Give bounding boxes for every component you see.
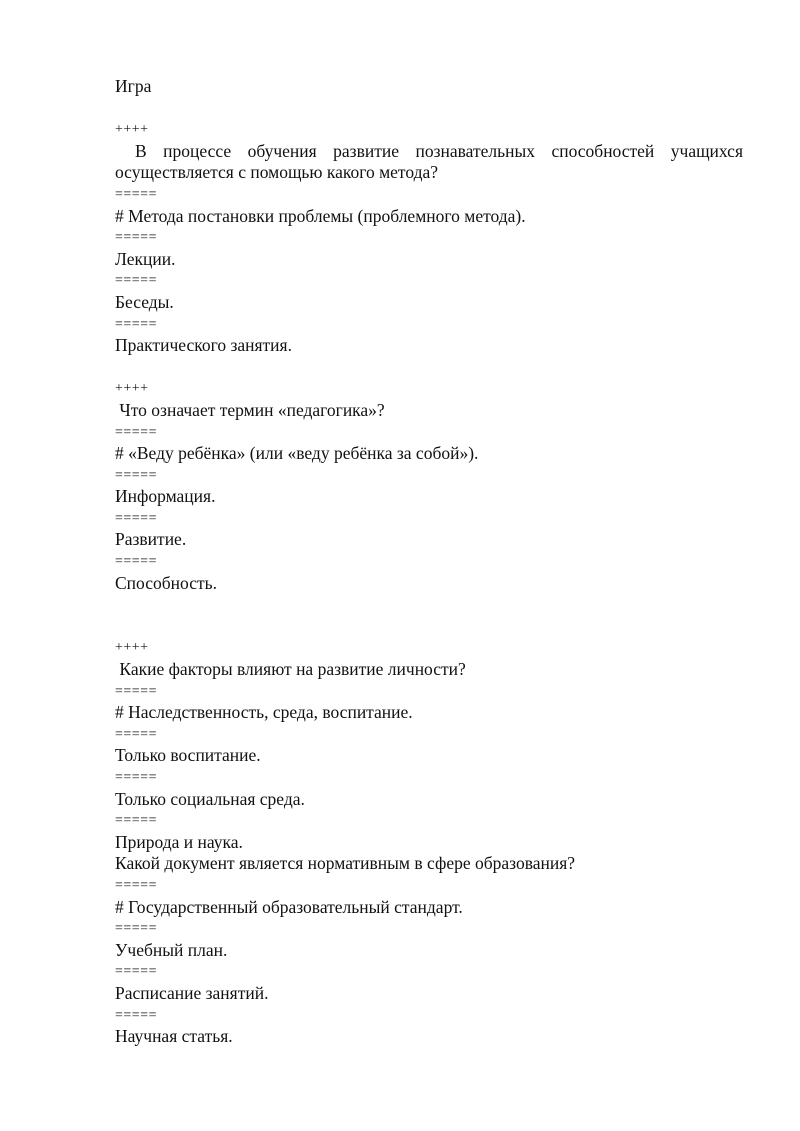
answer-separator: =====: [115, 273, 157, 289]
answer-option: Лекции.: [115, 248, 176, 269]
question-block-3: [115, 637, 743, 853]
question-start-marker: ++++: [115, 381, 149, 397]
question-text: Какие факторы влияют на развитие личности?: [115, 659, 466, 680]
answer-separator: =====: [115, 964, 157, 980]
answer-option: Информация.: [115, 486, 216, 507]
answer-separator: =====: [115, 554, 157, 570]
answer-separator: =====: [115, 770, 157, 785]
answer-option: Учебный план.: [115, 939, 228, 960]
answer-separator: =====: [115, 683, 157, 699]
answer-separator: =====: [115, 877, 157, 893]
answer-correct: # Метода постановки проблемы (проблемного метода).: [115, 205, 526, 226]
answer-option: Только социальная среда.: [115, 788, 305, 809]
document-title: Игра: [115, 76, 152, 96]
answer-option: Беседы.: [115, 291, 174, 312]
answer-separator: =====: [115, 186, 157, 202]
answer-separator: =====: [115, 813, 157, 829]
answer-separator: =====: [115, 510, 157, 526]
answer-option: Только воспитание.: [115, 745, 261, 766]
answer-option: Расписание занятий.: [115, 982, 269, 1003]
answer-separator: =====: [115, 467, 157, 483]
answer-option: Научная статья.: [115, 1026, 233, 1047]
question-text: В процессе обучения развитие познавательных способностей учащихся осуществляется с помощью какого метода?: [115, 140, 743, 183]
answer-option: Развитие.: [115, 529, 187, 550]
question-start-marker: ++++: [115, 640, 149, 656]
answer-separator: =====: [115, 726, 157, 742]
answer-option: Практического занятия.: [115, 335, 292, 356]
answer-correct: # «Веду ребёнка» (или «веду ребёнка за собой»).: [115, 443, 479, 464]
answer-option: Способность.: [115, 572, 217, 593]
answer-correct: # Государственный образовательный стандарт.: [115, 896, 463, 917]
question-text: Что означает термин «педагогика»?: [115, 399, 385, 420]
answer-separator: =====: [115, 921, 157, 937]
question-text: Какой документ является нормативным в сфере образования?: [115, 853, 576, 874]
answer-separator: =====: [115, 230, 157, 246]
blank-line: [115, 357, 743, 379]
answer-separator: =====: [115, 1007, 157, 1023]
document-page: [115, 76, 743, 1048]
question-block-2: [115, 378, 743, 594]
answer-separator: =====: [115, 316, 157, 332]
answer-separator: =====: [115, 424, 157, 440]
answer-option: Природа и наука.: [115, 831, 243, 852]
question-start-marker: ++++: [115, 122, 149, 138]
blank-line: [115, 594, 743, 637]
question-block-4: [115, 853, 743, 1047]
answer-correct: # Наследственность, среда, воспитание.: [115, 702, 413, 723]
question-block-1: [115, 119, 743, 357]
